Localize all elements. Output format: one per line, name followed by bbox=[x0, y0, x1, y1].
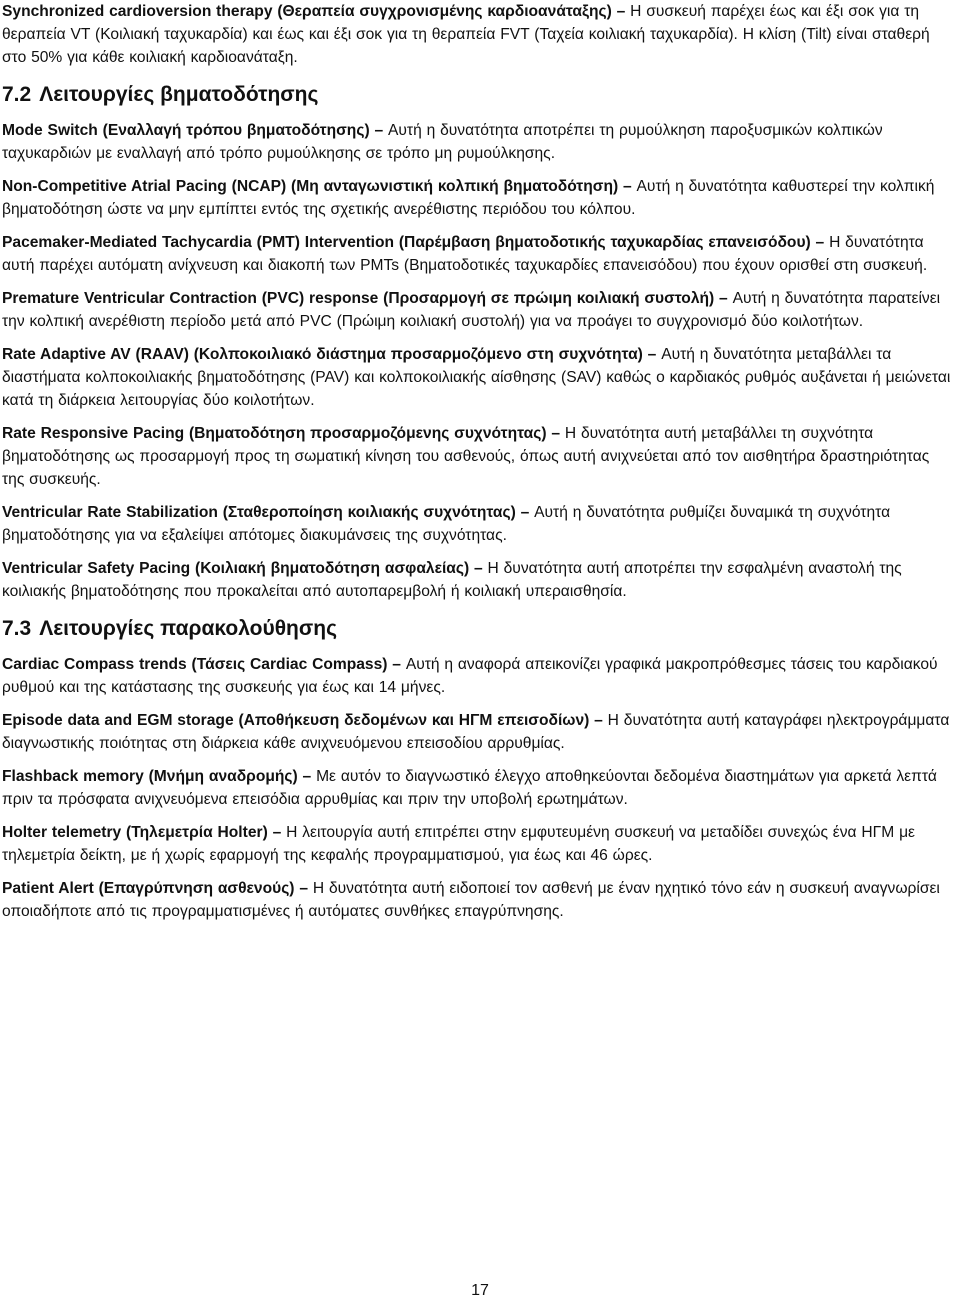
entry-term: Non-Competitive Atrial Pacing (NCAP) (Μη ανταγωνιστική κολπική βηματοδότηση) – bbox=[2, 178, 632, 195]
entry-text: Η δυνατότητα αυτή αποτρέπει την εσφαλμένη αναστολή της κοιλιακής βηματοδότησης που προκαλείται από αυτοπαρεμβολή ή κοιλιακή υπεραισθησία. bbox=[2, 560, 902, 600]
entry-term: Patient Alert (Επαγρύπνηση ασθενούς) – bbox=[2, 880, 309, 897]
entry-text: Η συσκευή παρέχει έως και έξι σοκ για τη θεραπεία VT (Κοιλιακή ταχυκαρδία) και έως και έξι σοκ για τη θεραπεία FVT (Ταχεία κοιλιακή ταχυκαρδία). Η κλίση (Tilt) είναι σταθερή στο 50% για κάθε κοιλιακή καρδιοανάταξη. bbox=[2, 3, 930, 66]
entry-term: Pacemaker-Mediated Tachycardia (PMT) Intervention (Παρέμβαση βηματοδοτικής ταχυκαρδίας επανεισόδου) – bbox=[2, 234, 825, 251]
entry-text: Αυτή η αναφορά απεικονίζει γραφικά μακροπρόθεσμες τάσεις του καρδιακού ρυθμού και της κατάστασης της συσκευής για έως και 14 μήνες. bbox=[2, 656, 938, 696]
feature-entry-rate-responsive bbox=[2, 422, 956, 491]
entry-term: Ventricular Rate Stabilization (Σταθεροποίηση κοιλιακής συχνότητας) – bbox=[2, 504, 530, 521]
intro-paragraph bbox=[2, 0, 956, 69]
feature-entry-pmt bbox=[2, 231, 956, 277]
section-number: 7.3 bbox=[2, 617, 32, 640]
feature-entry-episode-data bbox=[2, 709, 956, 755]
entry-term: Cardiac Compass trends (Τάσεις Cardiac Compass) – bbox=[2, 656, 401, 673]
feature-entry-flashback bbox=[2, 765, 956, 811]
entry-text: Αυτή η δυνατότητα ρυθμίζει δυναμικά τη συχνότητα βηματοδότησης για να εξαλείψει απότομες διακυμάνσεις της συχνότητας. bbox=[2, 504, 891, 544]
feature-entry-pvc bbox=[2, 287, 956, 333]
entry-term: Rate Responsive Pacing (Βηματοδότηση προσαρμοζόμενης συχνότητας) – bbox=[2, 425, 561, 442]
entry-text: Αυτή η δυνατότητα καθυστερεί την κολπική βηματοδότηση ώστε να μην εμπίπτει εντός της σχετικής ανερέθιστης περιόδου του κόλπου. bbox=[2, 178, 935, 218]
feature-entry-holter bbox=[2, 821, 956, 867]
entry-term: Episode data and EGM storage (Αποθήκευση δεδομένων και ΗΓΜ επεισοδίων) – bbox=[2, 712, 603, 729]
entry-text: Η δυνατότητα αυτή ειδοποιεί τον ασθενή με έναν ηχητικό τόνο εάν η συσκευή αναγνωρίσει οποιαδήποτε από τις προγραμματισμένες ή αυτόματες συνθήκες επαγρύπνησης. bbox=[2, 880, 940, 920]
entry-text: Με αυτόν το διαγνωστικό έλεγχο αποθηκεύονται δεδομένα διαστημάτων για αρκετά λεπτά πριν τα πρόσφατα ανιχνευόμενα επεισόδια αρρυθμίας και πριν την υποβολή ερωτημάτων. bbox=[2, 768, 937, 808]
page-content bbox=[2, 0, 956, 933]
section-heading-7-3 bbox=[2, 615, 956, 643]
entry-text: Αυτή η δυνατότητα αποτρέπει τη ρυμούλκηση παροξυσμικών κολπικών ταχυκαρδιών με εναλλαγή από τρόπο ρυμούλκησης σε τρόπο μη ρυμούλκησης. bbox=[2, 122, 883, 162]
entry-term: Synchronized cardioversion therapy (Θεραπεία συγχρονισμένης καρδιοανάταξης) – bbox=[2, 3, 626, 20]
feature-entry-mode-switch bbox=[2, 119, 956, 165]
entry-text: Η δυνατότητα αυτή μεταβάλλει τη συχνότητα βηματοδότησης ως προσαρμογή προς τη σωματική κίνηση του ασθενούς, όπως αυτή ανιχνεύεται από τον αισθητήρα δραστηριότητας της συσκευής. bbox=[2, 425, 930, 488]
feature-entry-cardiac-compass bbox=[2, 653, 956, 699]
entry-term: Ventricular Safety Pacing (Κοιλιακή βηματοδότηση ασφαλείας) – bbox=[2, 560, 483, 577]
section-heading-7-2 bbox=[2, 81, 956, 109]
entry-term: Rate Adaptive AV (RAAV) (Κολποκοιλιακό διάστημα προσαρμοζόμενο στη συχνότητα) – bbox=[2, 346, 657, 363]
feature-entry-vsp bbox=[2, 557, 956, 603]
section-number: 7.2 bbox=[2, 83, 32, 106]
entry-text: Η λειτουργία αυτή επιτρέπει στην εμφυτευμένη συσκευή να μεταδίδει συνεχώς ένα ΗΓΜ με τηλεμετρία δείκτη, με ή χωρίς εφαρμογή της κεφαλής προγραμματισμού, για έως και 46 ώρες. bbox=[2, 824, 916, 864]
entry-text: Αυτή η δυνατότητα μεταβάλλει τα διαστήματα κολποκοιλιακής βηματοδότησης (PAV) και κολποκοιλιακής αίσθησης (SAV) καθώς ο καρδιακός ρυθμός αυξάνεται ή μειώνεται κατά τη διάρκεια λειτουργίας δύο κοιλοτήτων. bbox=[2, 346, 951, 409]
feature-entry-vrs bbox=[2, 501, 956, 547]
entry-term: Premature Ventricular Contraction (PVC) response (Προσαρμογή σε πρώιμη κοιλιακή συστολή) – bbox=[2, 290, 728, 307]
section-title: Λειτουργίες βηματοδότησης bbox=[39, 83, 319, 106]
feature-entry-raav bbox=[2, 343, 956, 412]
page-number: 17 bbox=[471, 1282, 489, 1299]
entry-text: Αυτή η δυνατότητα παρατείνει την κολπική ανερέθιστη περίοδο μετά από PVC (Πρώιμη κοιλιακή συστολή) για να προάγει το συγχρονισμό δύο κοιλοτήτων. bbox=[2, 290, 941, 330]
entry-term: Holter telemetry (Τηλεμετρία Holter) – bbox=[2, 824, 282, 841]
feature-entry-patient-alert bbox=[2, 877, 956, 923]
section-title: Λειτουργίες παρακολούθησης bbox=[39, 617, 337, 640]
entry-term: Mode Switch (Εναλλαγή τρόπου βηματοδότησης) – bbox=[2, 122, 384, 139]
entry-text: Η δυνατότητα αυτή παρέχει αυτόματη ανίχνευση και διακοπή των PMTs (Βηματοδοτικές ταχυκαρδίες επανεισόδου) που έχουν ορισθεί στη συσκευή. bbox=[2, 234, 928, 274]
entry-text: Η δυνατότητα αυτή καταγράφει ηλεκτρογράμματα διαγνωστικής ποιότητας στη διάρκεια κάθε ανιχνευόμενου επεισοδίου αρρυθμίας. bbox=[2, 712, 950, 752]
entry-term: Flashback memory (Μνήμη αναδρομής) – bbox=[2, 768, 312, 785]
feature-entry-ncap bbox=[2, 175, 956, 221]
